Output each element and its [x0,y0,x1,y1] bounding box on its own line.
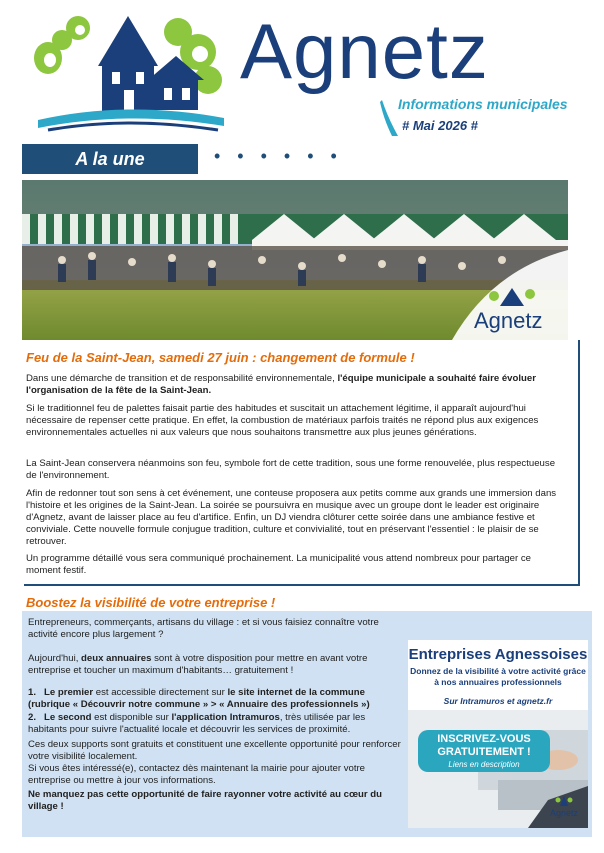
article2-heading: Boostez la visibilité de votre entreprise ! [26,595,276,610]
section-dots: • • • • • • [214,146,343,166]
article1-frame-right [578,340,580,586]
article2-paragraph-3: Ces deux supports sont gratuits et constituent une excellente opportunité pour renforcer votre visibilité localement. [28,739,401,762]
article1-paragraph-4: Afin de redonner tout son sens à cet événement, une conteuse proposera aux petits comme aux grands une immersion dans l'histoire et les origines de la Saint-Jean. La soirée se poursuivra en musique avec un groupe dont le leader est originaire d'Agnetz, avant de laisser place au feu d'artifice. Enfin, un DJ viendra clôturer cette soirée dans une ambiance festive et conviviale. Cette nouvelle formule conjugue tradition, culture et convivialité, tout en préservant l'essentiel : le plaisir de se retrouver. [26,488,557,547]
issue-date: # Mai 2026 # [402,118,478,133]
brand-subtitle: Informations municipales [398,96,568,112]
article1-paragraph-3: La Saint-Jean conservera néanmoins son feu, symbole fort de cette tradition, sous une forme renouvelée, plus respectueuse de l'environnement. [26,458,556,481]
advert-logo-icon [554,794,574,808]
advert-subtitle: Donnez de la visibilité à votre activité grâce à nos annuaires professionnels [410,666,586,687]
advert-title: Entreprises Agnessoises [408,646,588,663]
article1-heading: Feu de la Saint-Jean, samedi 27 juin : changement de formule ! [26,350,415,365]
item1-bold: Le premier [44,687,94,698]
photo-overlay-logo-text: Agnetz [474,308,543,333]
article2-list-item-1 [28,687,406,711]
article1-p1-bold: l'équipe municipale a souhaité faire évoluer l'organisation de la fête de la Saint-Jean. [26,373,536,396]
article2-paragraph-1: Entrepreneurs, commerçants, artisans du village : et si vous faisiez connaître votre activité encore plus largement ? [28,617,379,640]
article1-paragraph-5: Un programme détaillé vous sera communiqué prochainement. La municipalité vous attend nombreux pour partager ce moment festif. [26,553,532,576]
article2-paragraph-4: Si vous êtes intéressé(e), contactez dès maintenant la mairie pour ajouter votre entreprise ou mettre à jour vos informations. [28,763,366,786]
article2-p2-lead: Aujourd'hui, [28,653,82,664]
advert-signup-label: INSCRIVEZ-VOUS GRATUITEMENT ! [437,733,531,758]
agnetz-logo-mark [28,10,228,138]
brand-swoosh [378,98,400,138]
directory-advert[interactable] [408,640,588,828]
item2-tail: , très utilisée par les habitants pour suivre l'actualité locale et découvrir les services de proximité. [28,712,366,735]
advert-cta-note: Liens en description [448,760,520,769]
item2-bold2: l'application Intramuros [171,712,280,723]
item2-mid: est disponible sur [91,712,172,723]
article1-paragraph-1 [26,373,566,397]
brand-name: Agnetz [240,7,489,95]
article2-paragraph-2 [28,653,402,677]
item1-bold2: le site internet de la commune (rubrique « Découvrir notre commune » > « Annuaire des professionnels ») [28,687,370,710]
item1-mid: est accessible directement sur [93,687,228,698]
article1-frame-bottom [24,584,580,586]
article1-paragraph-2: Si le traditionnel feu de palettes faisait partie des habitudes et suscitait un attachement légitime, il apparaît aujourd'hui nécessaire de repenser cette pratique. En effet, la combustion de matériaux parfois traités ne répond plus aux exigences environnementales actuelles ni aux valeurs que nous souhaitons transmettre aux plus jeunes générations. [26,403,539,438]
article2-p2-tail: sont à votre disposition pour mettre en avant votre entreprise et toucher un maximum d'habitants… gratuitement ! [28,653,368,676]
item2-number: 2. [28,712,37,723]
advert-link-text: Sur Intramuros et agnetz.fr [443,696,553,706]
item1-number: 1. [28,687,37,698]
advert-logo-text: Agnetz [549,808,579,818]
article2-p2-bold: deux annuaires [81,653,152,664]
item2-bold: Le second [44,712,92,723]
article2-list-item-2 [28,712,406,736]
article2-paragraph-5: Ne manquez pas cette opportunité de faire rayonner votre activité au cœur du village ! [28,789,382,812]
article1-p1-lead: Dans une démarche de transition et de responsabilité environnementale, [26,373,338,384]
section-title: A la une [75,149,145,169]
